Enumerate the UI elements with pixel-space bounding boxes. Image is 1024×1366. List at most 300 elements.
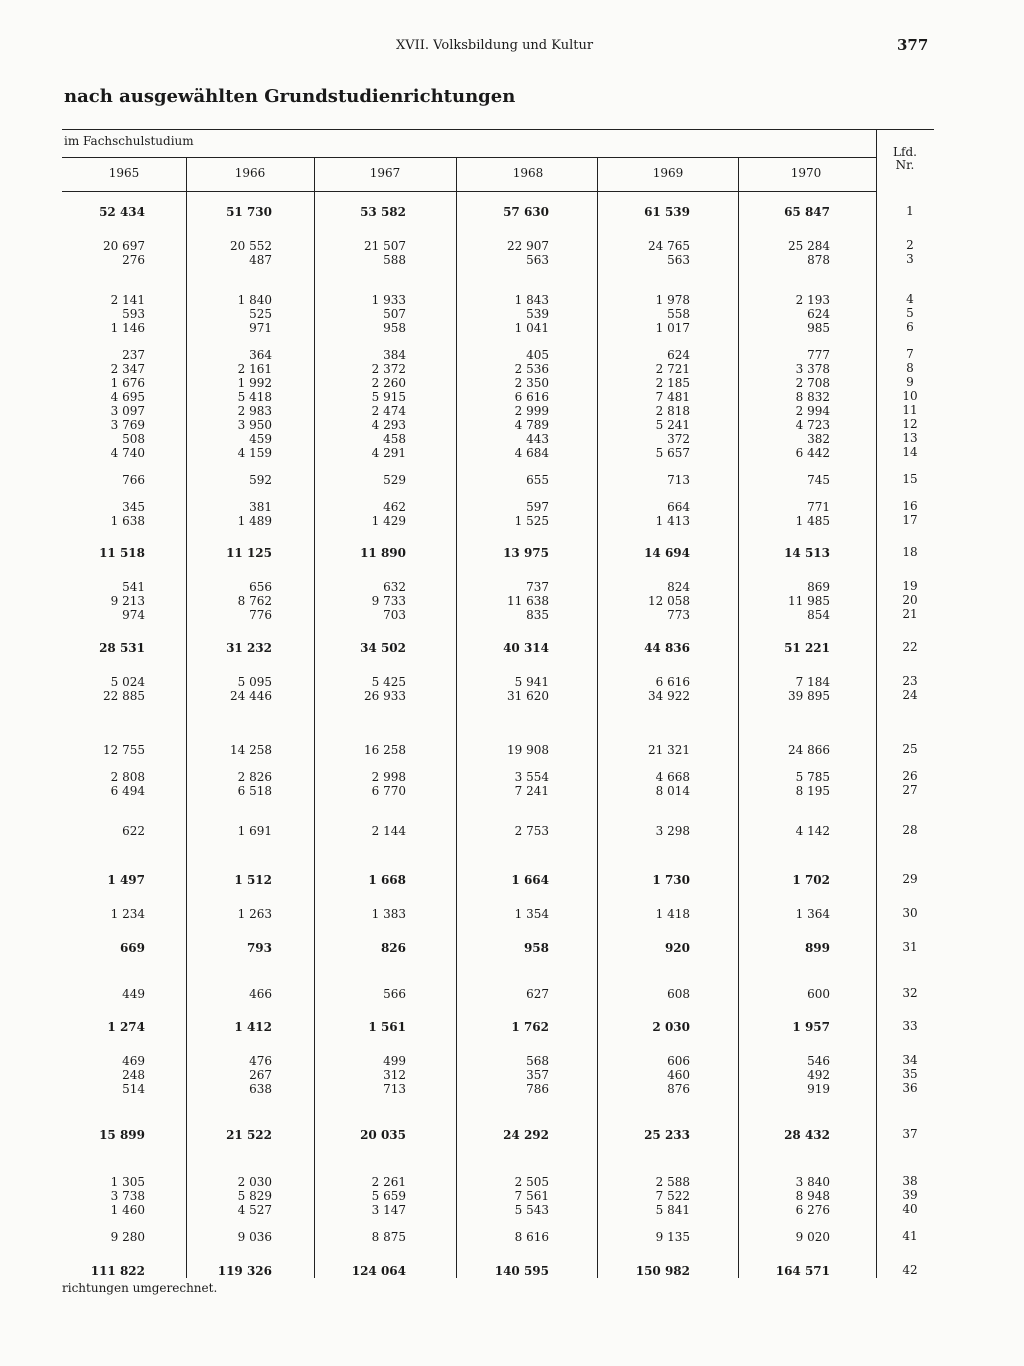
table-cell: 2 826 [237, 770, 272, 784]
table-cell: 878 [807, 253, 830, 267]
table-cell: 22 885 [103, 689, 145, 703]
table-cell: 608 [667, 987, 690, 1001]
table-cell: 1 364 [795, 907, 830, 921]
table-cell: 655 [526, 473, 549, 487]
table-cell: 2 372 [371, 362, 406, 376]
table-cell: 20 697 [103, 239, 145, 253]
row-number: 1 [906, 204, 914, 218]
table-cell: 2 708 [795, 376, 830, 390]
table-cell: 21 321 [648, 743, 690, 757]
table-cell: 824 [667, 580, 690, 594]
table-cell: 4 291 [371, 446, 406, 460]
table-cell: 7 561 [514, 1189, 549, 1203]
table-cell: 4 684 [514, 446, 549, 460]
col-divider [876, 130, 877, 1278]
table-cell: 150 982 [635, 1264, 690, 1278]
table-cell: 974 [122, 608, 145, 622]
table-cell: 20 035 [360, 1128, 406, 1142]
table-cell: 632 [383, 580, 406, 594]
table-cell: 21 522 [226, 1128, 272, 1142]
table-cell: 539 [526, 307, 549, 321]
table-cell: 1 840 [237, 293, 272, 307]
row-number: 12 [902, 417, 918, 431]
table-cell: 119 326 [217, 1264, 272, 1278]
table-cell: 1 305 [110, 1175, 145, 1189]
table-cell: 14 513 [784, 546, 830, 560]
table-cell: 5 915 [371, 390, 406, 404]
table-cell: 2 998 [371, 770, 406, 784]
row-number: 38 [902, 1174, 918, 1188]
table-cell: 713 [383, 1082, 406, 1096]
table-cell: 2 347 [110, 362, 145, 376]
row-number: 11 [902, 403, 918, 417]
table-cell: 7 481 [655, 390, 690, 404]
row-number: 4 [906, 292, 914, 306]
table-cell: 1 638 [110, 514, 145, 528]
table-cell: 12 755 [103, 743, 145, 757]
row-number: 31 [902, 940, 918, 954]
table-cell: 4 695 [110, 390, 145, 404]
table-cell: 2 753 [514, 824, 549, 838]
table-cell: 5 785 [795, 770, 830, 784]
table-cell: 499 [383, 1054, 406, 1068]
table-cell: 1 041 [514, 321, 549, 335]
row-number: 17 [902, 513, 918, 527]
table-cell: 592 [249, 473, 272, 487]
year-header: 1970 [790, 166, 822, 180]
row-number: 26 [902, 769, 918, 783]
table-cell: 5 659 [371, 1189, 406, 1203]
table-cell: 3 554 [514, 770, 549, 784]
table-cell: 508 [122, 432, 145, 446]
table-cell: 16 258 [364, 743, 406, 757]
table-cell: 4 527 [237, 1203, 272, 1217]
table-cell: 2 536 [514, 362, 549, 376]
table-cell: 1 992 [237, 376, 272, 390]
running-head: XVII. Volksbildung und Kultur [396, 38, 594, 53]
table-cell: 5 841 [655, 1203, 690, 1217]
table-cell: 443 [526, 432, 549, 446]
row-number: 29 [902, 872, 918, 886]
table-cell: 8 616 [514, 1230, 549, 1244]
table-cell: 34 502 [360, 641, 406, 655]
table-cell: 39 895 [788, 689, 830, 703]
table-cell: 53 582 [360, 205, 406, 219]
table-cell: 11 638 [507, 594, 549, 608]
table-cell: 835 [526, 608, 549, 622]
row-number: 30 [902, 906, 918, 920]
table-cell: 854 [807, 608, 830, 622]
table-cell: 1 957 [792, 1020, 830, 1034]
lfd-label: Lfd. [893, 145, 917, 159]
year-header: 1968 [512, 166, 544, 180]
table-cell: 24 446 [230, 689, 272, 703]
table-cell: 558 [667, 307, 690, 321]
table-cell: 5 095 [237, 675, 272, 689]
table-cell: 2 141 [110, 293, 145, 307]
table-cell: 766 [122, 473, 145, 487]
table-cell: 492 [807, 1068, 830, 1082]
year-header: 1969 [652, 166, 684, 180]
table-cell: 703 [383, 608, 406, 622]
table-cell: 826 [380, 941, 406, 955]
table-cell: 9 213 [110, 594, 145, 608]
table-cell: 2 983 [237, 404, 272, 418]
table-cell: 2 474 [371, 404, 406, 418]
table-cell: 248 [122, 1068, 145, 1082]
table-cell: 1 691 [237, 824, 272, 838]
table-cell: 1 561 [368, 1020, 406, 1034]
table-cell: 4 159 [237, 446, 272, 460]
table-cell: 8 195 [795, 784, 830, 798]
table-cell: 6 494 [110, 784, 145, 798]
table-cell: 2 350 [514, 376, 549, 390]
row-number: 10 [902, 389, 918, 403]
table-cell: 11 125 [226, 546, 272, 560]
row-number: 27 [902, 783, 918, 797]
table-cell: 9 135 [655, 1230, 690, 1244]
table-cell: 14 258 [230, 743, 272, 757]
table-cell: 1 762 [511, 1020, 549, 1034]
table-cell: 958 [383, 321, 406, 335]
table-cell: 669 [119, 941, 145, 955]
table-cell: 1 412 [234, 1020, 272, 1034]
table-cell: 2 193 [795, 293, 830, 307]
row-number: 13 [902, 431, 918, 445]
table-cell: 1 512 [234, 873, 272, 887]
table-cell: 2 999 [514, 404, 549, 418]
table-cell: 593 [122, 307, 145, 321]
table-cell: 2 260 [371, 376, 406, 390]
row-number: 32 [902, 986, 918, 1000]
table-cell: 2 261 [371, 1175, 406, 1189]
table-cell: 1 485 [795, 514, 830, 528]
table-cell: 4 740 [110, 446, 145, 460]
table-cell: 1 702 [792, 873, 830, 887]
table-cell: 20 552 [230, 239, 272, 253]
year-header: 1966 [234, 166, 266, 180]
row-number: 21 [902, 607, 918, 621]
row-number: 18 [902, 545, 918, 559]
table-cell: 6 518 [237, 784, 272, 798]
table-cell: 357 [526, 1068, 549, 1082]
table-cell: 28 432 [784, 1128, 830, 1142]
table-cell: 1 676 [110, 376, 145, 390]
table-cell: 971 [249, 321, 272, 335]
table-cell: 3 147 [371, 1203, 406, 1217]
table-cell: 6 276 [795, 1203, 830, 1217]
table-cell: 8 948 [795, 1189, 830, 1203]
table-cell: 2 994 [795, 404, 830, 418]
table-cell: 793 [246, 941, 272, 955]
row-number: 37 [902, 1127, 918, 1141]
table-cell: 345 [122, 500, 145, 514]
table-cell: 312 [383, 1068, 406, 1082]
table-cell: 745 [807, 473, 830, 487]
table-cell: 5 657 [655, 446, 690, 460]
table-cell: 1 843 [514, 293, 549, 307]
table-cell: 381 [249, 500, 272, 514]
table-cell: 476 [249, 1054, 272, 1068]
table-cell: 267 [249, 1068, 272, 1082]
table-cell: 2 144 [371, 824, 406, 838]
table-cell: 237 [122, 348, 145, 362]
table-cell: 1 234 [110, 907, 145, 921]
table-cell: 597 [526, 500, 549, 514]
table-cell: 12 058 [648, 594, 690, 608]
table-cell: 1 383 [371, 907, 406, 921]
table-cell: 624 [667, 348, 690, 362]
row-number: 39 [902, 1188, 918, 1202]
row-number: 22 [902, 640, 918, 654]
table-cell: 919 [807, 1082, 830, 1096]
table-cell: 469 [122, 1054, 145, 1068]
table-cell: 5 829 [237, 1189, 272, 1203]
page-number: 377 [897, 36, 929, 54]
row-number: 23 [902, 674, 918, 688]
row-number: 36 [902, 1081, 918, 1095]
table-cell: 25 284 [788, 239, 830, 253]
table-cell: 276 [122, 253, 145, 267]
row-number: 6 [906, 320, 914, 334]
table-cell: 372 [667, 432, 690, 446]
table-cell: 876 [667, 1082, 690, 1096]
table-cell: 1 730 [652, 873, 690, 887]
table-cell: 9 020 [795, 1230, 830, 1244]
table-cell: 14 694 [644, 546, 690, 560]
table-cell: 4 142 [795, 824, 830, 838]
table-cell: 466 [249, 987, 272, 1001]
table-cell: 462 [383, 500, 406, 514]
table-cell: 124 064 [351, 1264, 406, 1278]
year-header: 1967 [369, 166, 401, 180]
table-cell: 546 [807, 1054, 830, 1068]
table-cell: 8 832 [795, 390, 830, 404]
table-cell: 4 668 [655, 770, 690, 784]
table-cell: 541 [122, 580, 145, 594]
table-cell: 777 [807, 348, 830, 362]
table-cell: 6 770 [371, 784, 406, 798]
table-cell: 2 505 [514, 1175, 549, 1189]
table-cell: 449 [122, 987, 145, 1001]
table-cell: 164 571 [775, 1264, 830, 1278]
table-cell: 5 941 [514, 675, 549, 689]
section-label: im Fachschulstudium [64, 134, 194, 148]
row-number: 19 [902, 579, 918, 593]
table-cell: 563 [667, 253, 690, 267]
table-cell: 458 [383, 432, 406, 446]
row-number: 20 [902, 593, 918, 607]
table-cell: 4 293 [371, 418, 406, 432]
row-number: 42 [902, 1263, 918, 1277]
table-cell: 1 429 [371, 514, 406, 528]
table-cell: 529 [383, 473, 406, 487]
row-number: 28 [902, 823, 918, 837]
table-cell: 1 460 [110, 1203, 145, 1217]
table-cell: 11 518 [99, 546, 145, 560]
table-cell: 638 [249, 1082, 272, 1096]
table-cell: 34 922 [648, 689, 690, 703]
table-cell: 140 595 [494, 1264, 549, 1278]
table-cell: 2 721 [655, 362, 690, 376]
row-number: 33 [902, 1019, 918, 1033]
row-number: 25 [902, 742, 918, 756]
table-cell: 786 [526, 1082, 549, 1096]
table-cell: 11 985 [788, 594, 830, 608]
table-cell: 7 184 [795, 675, 830, 689]
table-cell: 563 [526, 253, 549, 267]
table-cell: 773 [667, 608, 690, 622]
table-cell: 713 [667, 473, 690, 487]
table-cell: 9 036 [237, 1230, 272, 1244]
table-cell: 24 866 [788, 743, 830, 757]
table-cell: 2 808 [110, 770, 145, 784]
table-cell: 21 507 [364, 239, 406, 253]
table-cell: 8 014 [655, 784, 690, 798]
header-sub-rule [62, 157, 876, 158]
table-cell: 6 442 [795, 446, 830, 460]
table-cell: 624 [807, 307, 830, 321]
table-cell: 622 [122, 824, 145, 838]
table-cell: 7 522 [655, 1189, 690, 1203]
row-number: 8 [906, 361, 914, 375]
table-cell: 52 434 [99, 205, 145, 219]
table-cell: 3 840 [795, 1175, 830, 1189]
table-cell: 2 588 [655, 1175, 690, 1189]
table-cell: 525 [249, 307, 272, 321]
table-cell: 600 [807, 987, 830, 1001]
table-cell: 487 [249, 253, 272, 267]
table-cell: 1 017 [655, 321, 690, 335]
table-cell: 405 [526, 348, 549, 362]
table-cell: 28 531 [99, 641, 145, 655]
table-cell: 44 836 [644, 641, 690, 655]
table-cell: 459 [249, 432, 272, 446]
page-title: nach ausgewählten Grundstudienrichtungen [64, 86, 516, 107]
table-cell: 606 [667, 1054, 690, 1068]
table-cell: 2 161 [237, 362, 272, 376]
table-cell: 19 908 [507, 743, 549, 757]
row-number: 9 [906, 375, 914, 389]
table-cell: 1 418 [655, 907, 690, 921]
row-number: 14 [902, 445, 918, 459]
table-cell: 51 221 [784, 641, 830, 655]
table-cell: 1 978 [655, 293, 690, 307]
row-number: 16 [902, 499, 918, 513]
table-cell: 507 [383, 307, 406, 321]
table-cell: 40 314 [503, 641, 549, 655]
row-number: 24 [902, 688, 918, 702]
table-cell: 22 907 [507, 239, 549, 253]
header-bottom-rule [62, 191, 876, 192]
table-cell: 899 [804, 941, 830, 955]
table-cell: 737 [526, 580, 549, 594]
table-cell: 1 354 [514, 907, 549, 921]
table-cell: 3 378 [795, 362, 830, 376]
table-cell: 9 280 [110, 1230, 145, 1244]
table-cell: 1 933 [371, 293, 406, 307]
row-number: 35 [902, 1067, 918, 1081]
table-cell: 5 418 [237, 390, 272, 404]
table-cell: 3 769 [110, 418, 145, 432]
row-number: 5 [906, 306, 914, 320]
table-cell: 31 232 [226, 641, 272, 655]
table-cell: 1 413 [655, 514, 690, 528]
table-cell: 15 899 [99, 1128, 145, 1142]
table-cell: 61 539 [644, 205, 690, 219]
table-cell: 3 738 [110, 1189, 145, 1203]
row-number: 2 [906, 238, 914, 252]
row-number: 7 [906, 347, 914, 361]
table-cell: 869 [807, 580, 830, 594]
table-cell: 111 822 [90, 1264, 145, 1278]
table-cell: 31 620 [507, 689, 549, 703]
table-cell: 1 146 [110, 321, 145, 335]
table-cell: 664 [667, 500, 690, 514]
table-cell: 5 241 [655, 418, 690, 432]
table-cell: 11 890 [360, 546, 406, 560]
table-cell: 26 933 [364, 689, 406, 703]
year-header: 1965 [108, 166, 140, 180]
table-cell: 57 630 [503, 205, 549, 219]
table-cell: 6 616 [514, 390, 549, 404]
table-cell: 1 668 [368, 873, 406, 887]
table-cell: 1 489 [237, 514, 272, 528]
table-cell: 566 [383, 987, 406, 1001]
table-cell: 24 292 [503, 1128, 549, 1142]
table-cell: 13 975 [503, 546, 549, 560]
table-cell: 568 [526, 1054, 549, 1068]
table-cell: 2 818 [655, 404, 690, 418]
table-cell: 460 [667, 1068, 690, 1082]
row-number: 34 [902, 1053, 918, 1067]
table-cell: 776 [249, 608, 272, 622]
table-cell: 656 [249, 580, 272, 594]
table-cell: 51 730 [226, 205, 272, 219]
table-cell: 771 [807, 500, 830, 514]
table-cell: 3 298 [655, 824, 690, 838]
table-cell: 920 [664, 941, 690, 955]
table-cell: 364 [249, 348, 272, 362]
table-cell: 3 950 [237, 418, 272, 432]
table-cell: 8 875 [371, 1230, 406, 1244]
table-cell: 25 233 [644, 1128, 690, 1142]
table-cell: 6 616 [655, 675, 690, 689]
table-cell: 1 525 [514, 514, 549, 528]
table-cell: 1 497 [107, 873, 145, 887]
table-cell: 4 723 [795, 418, 830, 432]
table-cell: 2 030 [237, 1175, 272, 1189]
nr-label: Nr. [895, 158, 915, 172]
row-number: 3 [906, 252, 914, 266]
table-cell: 24 765 [648, 239, 690, 253]
table-cell: 2 030 [652, 1020, 690, 1034]
row-number: 15 [902, 472, 918, 486]
table-top-rule [62, 129, 934, 130]
row-number: 40 [902, 1202, 918, 1216]
table-cell: 4 789 [514, 418, 549, 432]
table-cell: 2 185 [655, 376, 690, 390]
table-cell: 1 274 [107, 1020, 145, 1034]
table-cell: 1 664 [511, 873, 549, 887]
table-cell: 3 097 [110, 404, 145, 418]
lfd-nr-header [880, 146, 930, 172]
table-cell: 7 241 [514, 784, 549, 798]
table-cell: 65 847 [784, 205, 830, 219]
table-cell: 384 [383, 348, 406, 362]
table-cell: 985 [807, 321, 830, 335]
table-cell: 8 762 [237, 594, 272, 608]
